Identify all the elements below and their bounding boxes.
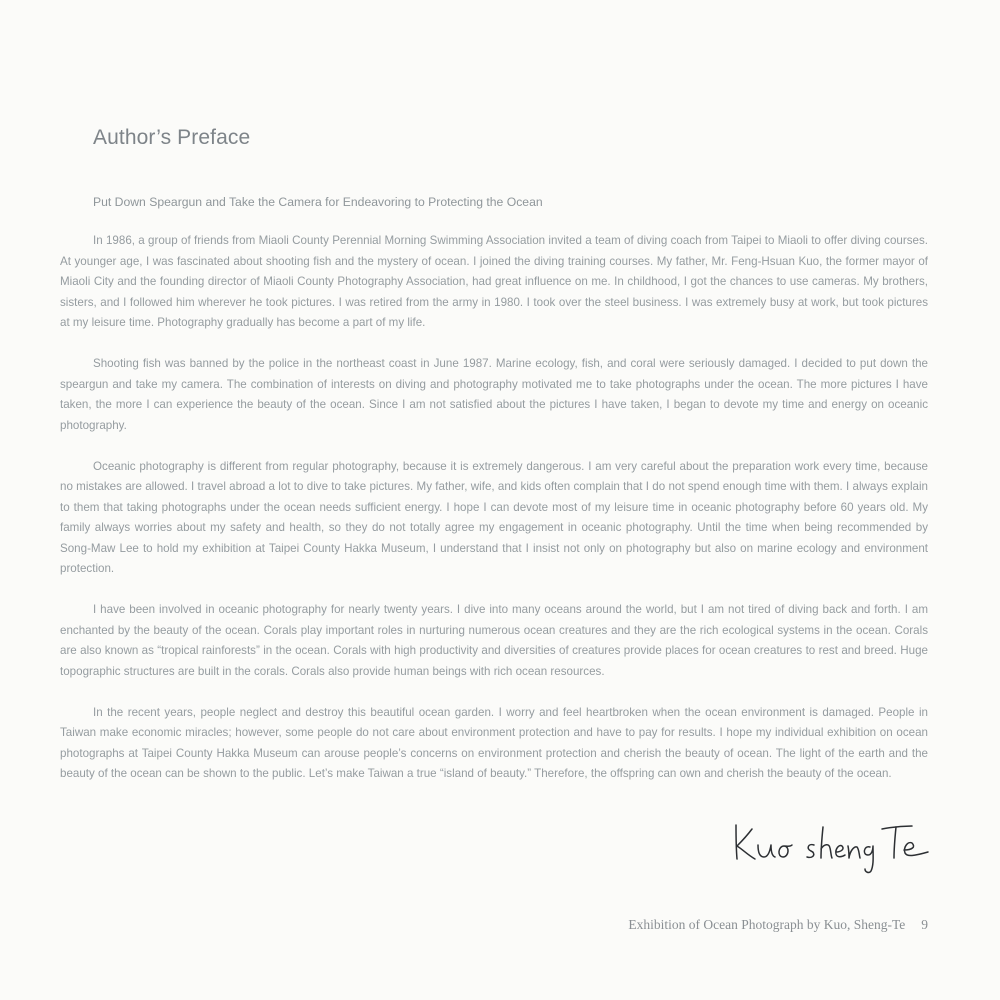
author-signature	[728, 815, 938, 875]
preface-body	[60, 231, 928, 805]
page-footer	[628, 917, 928, 933]
paragraph: I have been involved in oceanic photography for nearly twenty years. I dive into many oceans around the world, but I am not tired of diving back and forth. I am enchanted by the beauty of the ocean. Corals play important roles in nurturing numerous ocean creatures and they are the rich ecological systems in the ocean. Corals are also known as “tropical rainforests” in the ocean. Corals with high productivity and diversities of creatures provide places for ocean creatures to rest and breed. Huge topographic structures are built in the corals. Corals also provide human beings with rich ocean resources.	[60, 603, 928, 678]
paragraph: Oceanic photography is different from regular photography, because it is extremely dangerous. I am very careful about the preparation work every time, because no mistakes are allowed. I travel abroad a lot to dive to take pictures. My father, wife, and kids often complain that I do not spend enough time with them. I always explain to them that taking photographs under the ocean needs sufficient energy. I hope I can devote most of my leisure time in oceanic photography before 60 years old. My family always worries about my safety and health, so they do not totally agree my engagement in oceanic photography. Until the time when being recommended by Song-Maw Lee to hold my exhibition at Taipei County Hakka Museum, I understand that I insist not only on photography but also on marine ecology and environment protection.	[60, 459, 928, 575]
page-number: 9	[921, 917, 928, 932]
paragraph: In the recent years, people neglect and destroy this beautiful ocean garden. I worry and feel heartbroken when the ocean environment is damaged. People in Taiwan make economic miracles; however, some people do not care about environment protection and have to pay for results. I hope my individual exhibition on ocean photographs at Taipei County Hakka Museum can arouse people’s concerns on environment protection and cherish the beauty of ocean. The light of the earth and the beauty of the ocean can be shown to the public. Let’s make Taiwan a true “island of beauty.” Therefore, the offspring can own and cherish the beauty of the ocean.	[60, 705, 928, 780]
paragraph: Shooting fish was banned by the police in the northeast coast in June 1987. Marine ecology, fish, and coral were seriously damaged. I decided to put down the speargun and take my camera. The combination of interests on diving and photography motivated me to take photographs under the ocean. The more pictures I have taken, the more I can experience the beauty of the ocean. Since I am not satisfied about the pictures I have taken, I began to devote my time and energy on oceanic photography.	[60, 357, 928, 432]
page-title: Author’s Preface	[93, 126, 251, 149]
preface-subtitle: Put Down Speargun and Take the Camera for Endeavoring to Protecting the Ocean	[93, 195, 543, 209]
footer-text: Exhibition of Ocean Photograph by Kuo, Sheng-Te	[628, 917, 906, 932]
paragraph: In 1986, a group of friends from Miaoli County Perennial Morning Swimming Association invited a team of diving coach from Taipei to Miaoli to offer diving courses. At younger age, I was fascinated about shooting fish and the mystery of ocean. I joined the diving training courses. My father, Mr. Feng-Hsuan Kuo, the former mayor of Miaoli City and the founding director of Miaoli County Photography Association, had great influence on me. In childhood, I got the chances to use cameras. My brothers, sisters, and I followed him wherever he took pictures. I was retired from the army in 1980. I took over the steel business. I was extremely busy at work, but took pictures at my leisure time. Photography gradually has become a part of my life.	[60, 234, 928, 329]
